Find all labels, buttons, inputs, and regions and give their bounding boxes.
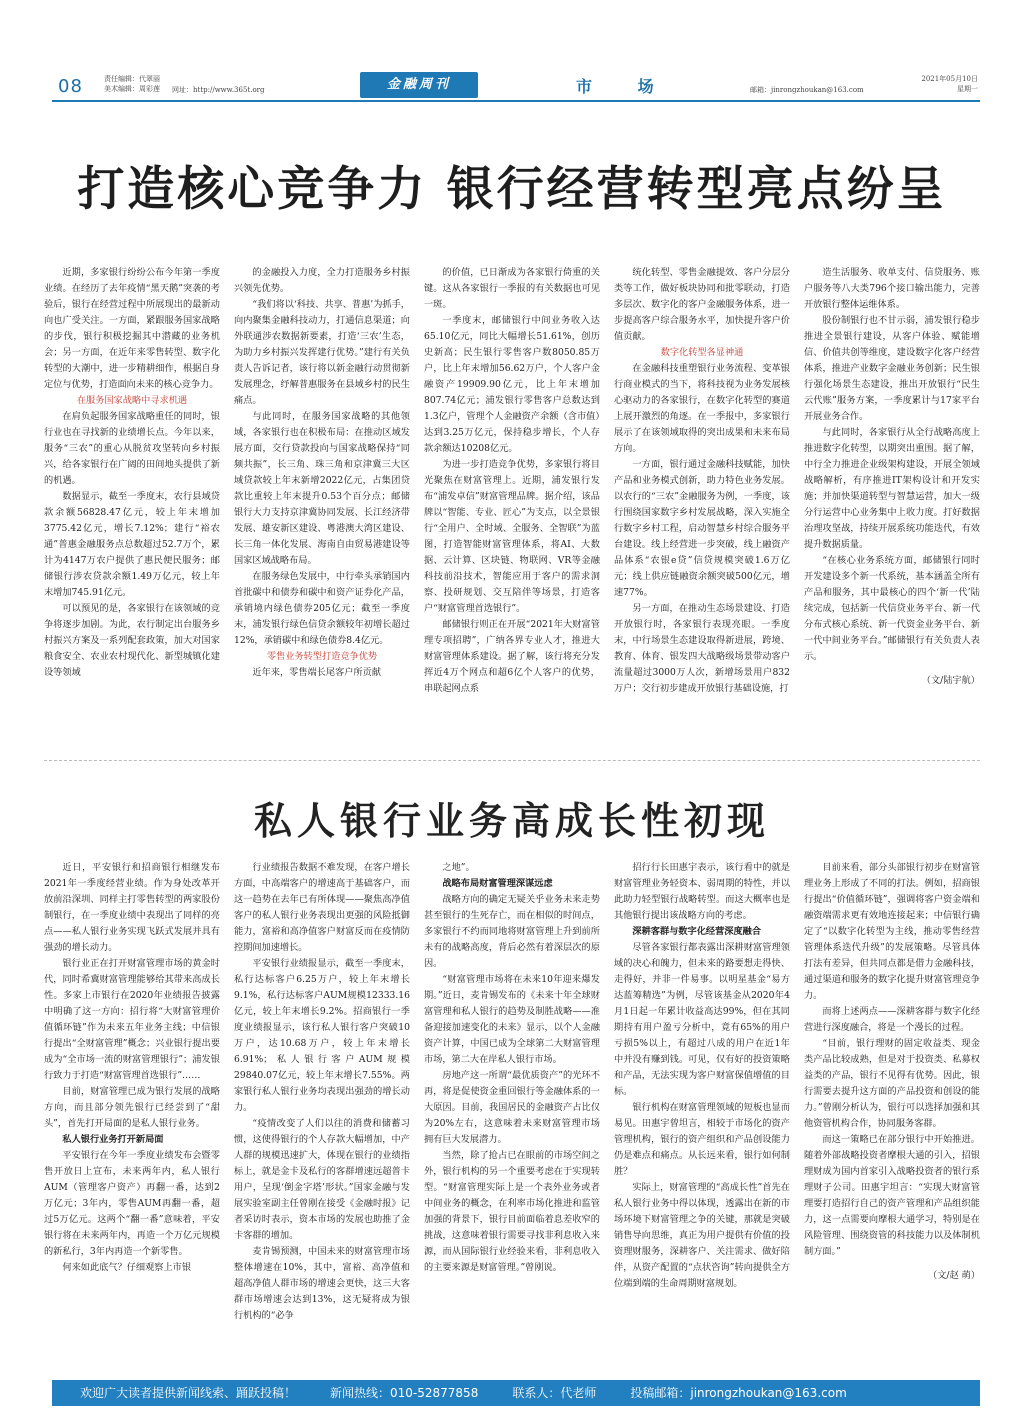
editor-credits [104,74,160,94]
paragraph: 在肩负起服务国家战略重任的同时，银行业也在寻找新的业绩增长点。今年以来，服务“三农”的重心从脱贫攻坚转向乡村振兴，给各家银行在广阔的田间地头提供了新的机遇。 [44,411,220,486]
article-divider [44,760,980,761]
article1-body [44,265,980,750]
article2-column [44,860,220,1380]
subheading: 私人银行业务打开新局面 [62,1134,164,1145]
weekday-text: 星期一 [957,85,978,93]
paragraph: 目前来看，部分头部银行初步在财富管理业务上形成了不同的打法。例如，招商银行提出“价值循环链”，强调将客户资金端和融资端需求更有效地连接起来；中信银行确定了“以数字化转型为主线，推动零售经营管理体系迭代升级”的发展策略。尽管具体打法有差异，但共同点都是借力金融科技，通过渠道和服务的数字化提升财富管理竞争力。 [804,862,980,1001]
subheading: 深耕客群与数字化经营深度融合 [632,926,762,937]
article1-column [424,265,600,750]
paragraph: 何来如此底气？仔细观察上市银 [62,1262,192,1273]
header-email: 邮箱：jinrongzhoukan@163.com [750,86,864,94]
paragraph: “疫情改变了人们以往的消费和储蓄习惯，这使得银行的个人存款大幅增加，中产人群的规模迅速扩大，体现在银行的业绩指标上，就是金卡及私行的客群增速远超普卡用户，呈现‘倒金字塔’形状。”国家金融与发展实验室副主任曾刚在接受《金融时报》记者采访时表示，资本市场的发展也助推了金卡客群的增加。 [234,1118,410,1241]
paragraph: 房地产这一所谓“最优质资产”的光环不再，将是促使资金重回银行等金融体系的一大原因。目前，我国居民的金融资产占比仅为20%左右，这意味着未来财富管理市场拥有巨大发展潜力。 [424,1070,600,1145]
paragraph: “我们将以‘科技、共享、普惠’为抓手，向内聚集金融科技动力，打通信息渠道；向外联通涉农数据新要素，打造‘三农’生态，为助力乡村振兴发挥建行优势。”建行有关负责人告诉记者，该行将以新金融行动贯彻新发展理念，纾解普惠服务在县域乡村的民生痛点。 [234,299,410,406]
article2-column [614,860,790,1380]
article1-column [234,265,410,750]
article2-column [804,860,980,1380]
paragraph: 招行行长田惠宇表示，该行看中的就是财富管理业务轻资本、弱周期的特性，并以此助力轻型银行战略转型。而这大概率也是其他银行提出该战略方向的考虑。 [614,862,790,921]
article2-column [424,860,600,1380]
footer-banner [52,1380,980,1406]
article1-column [614,265,790,750]
article1-column [44,265,220,750]
footer-email: 投稿邮箱：jinrongzhoukan@163.com [630,1386,847,1400]
paragraph: 的金融投入力度，全力打造服务乡村振兴领先优势。 [234,267,410,294]
subheading: 零售业务转型打造竞争优势 [266,651,378,662]
article2-body [44,860,980,1380]
paragraph: “财富管理市场将在未来10年迎来爆发期。”近日，麦肯锡发布的《未来十年全球财富管理和私人银行的趋势及制胜战略——准备迎接加速变化的未来》显示，以个人金融资产计算，中国已成为全球第二大财富管理市场，第二大在岸私人银行市场。 [424,974,600,1065]
byline: （文/赵 萌） [928,1270,980,1281]
article1-headline: 打造核心竞争力 银行经营转型亮点纷呈 [77,162,947,217]
page-header [44,74,980,100]
paragraph: 数据显示，截至一季度末，农行县域贷款余额56828.47亿元，较上年末增加3775.42亿元，增长7.12%；建行“裕农通”普惠金融服务点总数超过52.7万个，累计为4147万农户提供了惠民便民服务；邮储银行涉农贷款余额1.49万亿元，较上年末增加745.91亿元。 [44,491,220,598]
brand-logo: 金融周刊 [360,72,478,98]
subheading: 战略布局财富管理深谋远虑 [442,878,553,889]
paragraph: 在服务绿色发展中，中行牵头承销国内首批碳中和债券和碳中和资产证券化产品，承销境内绿色债券205亿元；截至一季度末，浦发银行绿色信贷余额较年初增长超过12%，承销碳中和绿色债券8.4亿元。 [234,571,410,646]
paragraph: 一季度末，邮储银行中间业务收入达65.10亿元，同比大幅增长51.61%，创历史新高；民生银行零售客户数8050.85万户，比上年末增加56.62万户，个人客户金融资产19909.90亿元，比上年末增加807.74亿元；浦发银行零售客户总数达到1.3亿户，管理个人金融资产余额（含市值）达到3.25万亿元，保持稳步增长，个人存款余额达10208亿元。 [424,315,600,454]
paragraph: 与此同时，在服务国家战略的其他领域，各家银行也在积极布局：在推动区域发展方面，交行贷款投向与国家战略保持“同频共振”，长三角、珠三角和京津冀三大区域贷款较上年末新增2022亿元，占集团贷款比重较上年末提升0.53个百分点；邮储银行大力支持京津冀协同发展、长江经济带发展、雄安新区建设、粤港澳大湾区建设、长三角一体化发展、海南自由贸易港建设等国家区域战略布局。 [234,411,410,566]
page-number: 08 [58,76,83,97]
footer-contact: 联系人：代老师 [512,1386,597,1400]
paragraph: 邮储银行则正在开展“2021年大财富管理专项招聘”，广纳各界专业人才，推进大财富管理体系建设。据了解，该行将充分发挥近4万个网点和超6亿个人客户的优势，串联起网点系 [424,619,600,694]
paragraph: 近期，多家银行纷纷公布今年第一季度业绩。在经历了去年疫情“黑天鹅”突袭的考验后，银行在经营过程中所展现出的最新动向也广受关注。一方面，紧跟服务国家战略的步伐，银行积极挖掘其中潜藏的业务机会；另一方面，在近年来零售转型、数字化转型的大潮中，进一步精耕细作，根据自身定位与优势，打造面向未来的核心竞争力。 [44,267,220,390]
editor-line: 责任编辑：代翠丽 [104,75,160,83]
paragraph: 平安银行在今年一季度业绩发布会暨零售开放日上宣布，未来两年内，私人银行AUM（管理客户资产）再翻一番，达到2万亿元；3年内，零售AUM再翻一番，超过5万亿元。这两个“翻一番”意味着，平安银行将在未来两年内，再造一个万亿元规模的新私行，3年内再造一个新零售。 [44,1150,220,1257]
paragraph: 而将上述两点——深耕客群与数字化经营进行深度融合，将是一个漫长的过程。 [804,1006,980,1033]
issue-date [916,74,978,94]
paragraph: 战略方向的确定无疑关乎业务未来走势甚至银行的生死存亡，而在相似的时间点，多家银行不约而同地将财富管理上升到前所未有的战略高度，背后必然有着深层次的原因。 [424,894,600,969]
paragraph: 银行机构在财富管理领域的短板也显而易见。田惠宇曾坦言，相较于市场化的资产管理机构，银行的资产组织和产品创设能力仍是难点和痛点。从长远来看，银行如何制胜？ [614,1102,790,1177]
paragraph: 可以预见的是，各家银行在该领域的竞争将逐步加剧。为此，农行制定出台服务乡村振兴方案及一系列配套政策，加大对国家粮食安全、农业农村现代化、新型城镇化建设等领域 [44,603,220,678]
website-url: 网址：http://www.365t.org [172,86,265,94]
paragraph: “在核心业务系统方面，邮储银行同时开发建设多个新一代系统，基本涵盖全所有产品和服务，其中最核心的四个‘新一代’陆续完成，包括新一代信贷业务平台、新一代分布式核心系统、新一代资金业务平台、新一代中间业务平台。”邮储银行有关负责人表示。 [804,555,980,662]
paragraph: 为进一步打造竞争优势，多家银行将目光聚焦在财富管理上。近期，浦发银行发布“浦发卓信”财富管理品牌。据介绍，该品牌以“智能、专业、匠心”为支点，以全景银行“全用户、全时域、全服务、全智联”为蓝图，打造智能财富管理体系，将AI、大数据、云计算、区块链、物联网、VR等金融科技前沿技术，智能应用于客户的需求洞察、投研规划、交互陪伴等场景，打造客户“财富管理首选银行”。 [424,459,600,614]
designer-line: 美术编辑：周彩莲 [104,85,160,93]
paragraph: 当然，除了抢占已在眼前的市场空间之外，银行机构的另一个重要考虑在于实现转型。“财富管理实际上是一个表外业务或者中间业务的概念，在利率市场化推进和监管加强的背景下，银行目前面临着息差收窄的挑战，这意味着银行需要寻找非利息收入来源，而从国际银行业经验来看，非利息收入的主要来源是财富管理。”曾刚说。 [424,1150,600,1273]
date-text: 2021年05月10日 [921,75,978,83]
paragraph: 近日，平安银行和招商银行相继发布2021年一季度经营业绩。作为身处改革开放前沿深圳、同样主打零售转型的两家股份制银行，在一季度业绩中表现出了同样的亮点——私人银行业务实现飞跃式发展并具有强劲的增长动力。 [44,862,220,953]
paragraph: 在金融科技重塑银行业务流程、变革银行商业模式的当下，将科技视为业务发展核心驱动力的各家银行，在数字化转型的赛道上展开激烈的角逐。在一季报中，多家银行展示了在该领域取得的突出成果和未来布局方向。 [614,363,790,454]
paragraph: 统化转型、零售金融提效、客户分层分类等工作，做好板块协同和批零联动，打造多层次、数字化的客户金融服务体系，进一步提高客户综合服务水平，加快提升客户价值贡献。 [614,267,790,342]
paragraph: 尽管各家银行都表露出深耕财富管理领域的决心和魄力，但未来的路要想走得快、走得好，并非一件易事。以明星基金“易方达蓝筹精选”为例，尽管该基金从2020年4月1日起一年累计收益高达99%，但在其同期持有用户盈亏分析中，竟有65%的用户亏损5%以上，有超过八成的用户在近1年中并没有赚到钱。可见，仅有好的投资策略和产品，无法实现为客户财富保值增值的目标。 [614,942,790,1097]
article1-column [804,265,980,750]
paragraph: 实际上，财富管理的“高成长性”首先在私人银行业务中得以体现，透露出在新的市场环境下财富管理之争的关键，那就是突破销售导向思维，真正为用户提供有价值的投资理财服务，深耕客户、关注需求、做好陪伴，从资产配置的“点状咨询”转向提供全方位端到端的生命周期财富规划。 [614,1182,790,1289]
paragraph: 近年来，零售端长尾客户所贡献 [252,667,382,678]
paragraph: 麦肯锡预测，中国未来的财富管理市场整体增速在10%，其中，富裕、高净值和超高净值人群市场的增速会更快，这三大客群市场增速会达到13%，这无疑将成为银行机构的“必争 [234,1246,410,1321]
paragraph: “目前，银行理财的固定收益类、现金类产品比较成熟，但是对于投资类、私募权益类的产品，银行不见得有优势。因此，银行需要去提升这方面的产品投资和创设的能力。”曾刚分析认为，银行可以选择加强和其他资管机构合作，协同服务客群。 [804,1038,980,1129]
paragraph: 之地”。 [442,862,475,873]
paragraph: 一方面，银行通过金融科技赋能，加快产品和业务模式创新，助力特色业务发展。以农行的“三农”金融服务为例，一季度，该行围绕国家数字乡村发展战略，深入实施全行数字乡村工程，启动智慧乡村综合服务平台建设。线上经营进一步突破，线上融资产品体系“农银e贷”信贷规模突破1.6万亿元；线上供应链融资余额突破500亿元，增速77%。 [614,459,790,598]
paragraph: 另一方面，在推动生态场景建设、打造开放银行时，各家银行表现亮眼。一季度末，中行场景生态建设取得新进展，跨境、教育、体育、银发四大战略级场景带动客户流量超过3000万人次，新增场景用户832万户；交行初步建成开放银行基础设施，打 [614,603,790,694]
paragraph: 目前，财富管理已成为银行发展的战略方向，而且部分领先银行已经尝到了“甜头”，首先打开局面的是私人银行业务。 [44,1086,220,1129]
paragraph: 的价值，已日渐成为各家银行倚重的关键。这从各家银行一季报的有关数据也可见一斑。 [424,267,600,310]
byline: （文/陆宇航） [921,675,980,686]
article2-column [234,860,410,1380]
paragraph: 与此同时，各家银行从全行战略高度上推进数字化转型，以期突出重围。据了解，中行全力推进企业级架构建设，开展全领域战略解析，有序推进IT架构设计和开发实施；并加快渠道转型与智慧运营，加大一级分行运营中心业务集中上收力度。打好数据治理攻坚战，持续开展系统功能迭代，有效提升数据质量。 [804,427,980,550]
footer-invite: 欢迎广大读者提供新闻线索、踊跃投稿！ [80,1386,297,1400]
subheading: 数字化转型各显神通 [660,347,744,358]
paragraph: 造生活服务、收单支付、信贷服务、账户服务等八大类796个接口输出能力，完善开放银行整体运维体系。 [804,267,980,310]
paragraph: 银行业正在打开财富管理市场的黄金时代，同时希冀财富管理能够给其带来高成长性。多家上市银行在2020年业绩报告披露中明确了这一方向：招行将“大财富管理价值循环链”作为未来五年业务主线；中信银行提出“全财富管理”概念；兴业银行提出要成为“全市场一流的财富管理银行”；浦发银行致力于打造“财富管理首选银行”…… [44,958,220,1081]
article2-headline: 私人银行业务高成长性初现 [253,799,770,843]
subheading: 在服务国家战略中寻求机遇 [76,395,188,406]
paragraph: 而这一策略已在部分银行中开始推进。随着外部战略投资者摩根大通的引入，招银理财成为国内首家引入战略投资者的银行系理财子公司。田惠宇坦言：“实现大财富管理要打造招行自己的资产管理和产品组织能力，这一点需要向摩根大通学习，特别是在风险管理、围绕资管的科技能力以及体制机制方面。” [804,1134,980,1257]
paragraph: 股份制银行也不甘示弱，浦发银行稳步推进全景银行建设，从客户体验、赋能增信、价值共创等维度，建设数字化客户经营体系，推进产业数字金融业务创新；民生银行强化场景生态建设，推出开放银行“民生云代账”服务方案，一季度累计与17家平台开展业务合作。 [804,315,980,422]
paragraph: 行业绩报告数据不难发现，在客户增长方面，中高端客户的增速高于基础客户，而这一趋势在去年已有所体现——聚焦高净值客户的私人银行业务表现出更强的风险抵御能力，富裕和高净值客户财富反而在疫情防控期间加速增长。 [234,862,410,953]
paragraph: 平安银行业绩报显示，截至一季度末，私行达标客户6.25万户，较上年末增长9.1%，私行达标客户AUM规模12333.16亿元，较上年末增长9.2%。招商银行一季度业绩报显示，该行私人银行客户突破10万户，达10.68万户，较上年末增长6.91%；私人银行客户AUM规模29840.07亿元，较上年末增长7.55%。两家银行私人银行业务均表现出强劲的增长动力。 [234,958,410,1113]
header-rule [52,100,980,102]
footer-hotline: 新闻热线：010-52877858 [330,1386,479,1400]
section-name: 市 场 [576,77,674,96]
